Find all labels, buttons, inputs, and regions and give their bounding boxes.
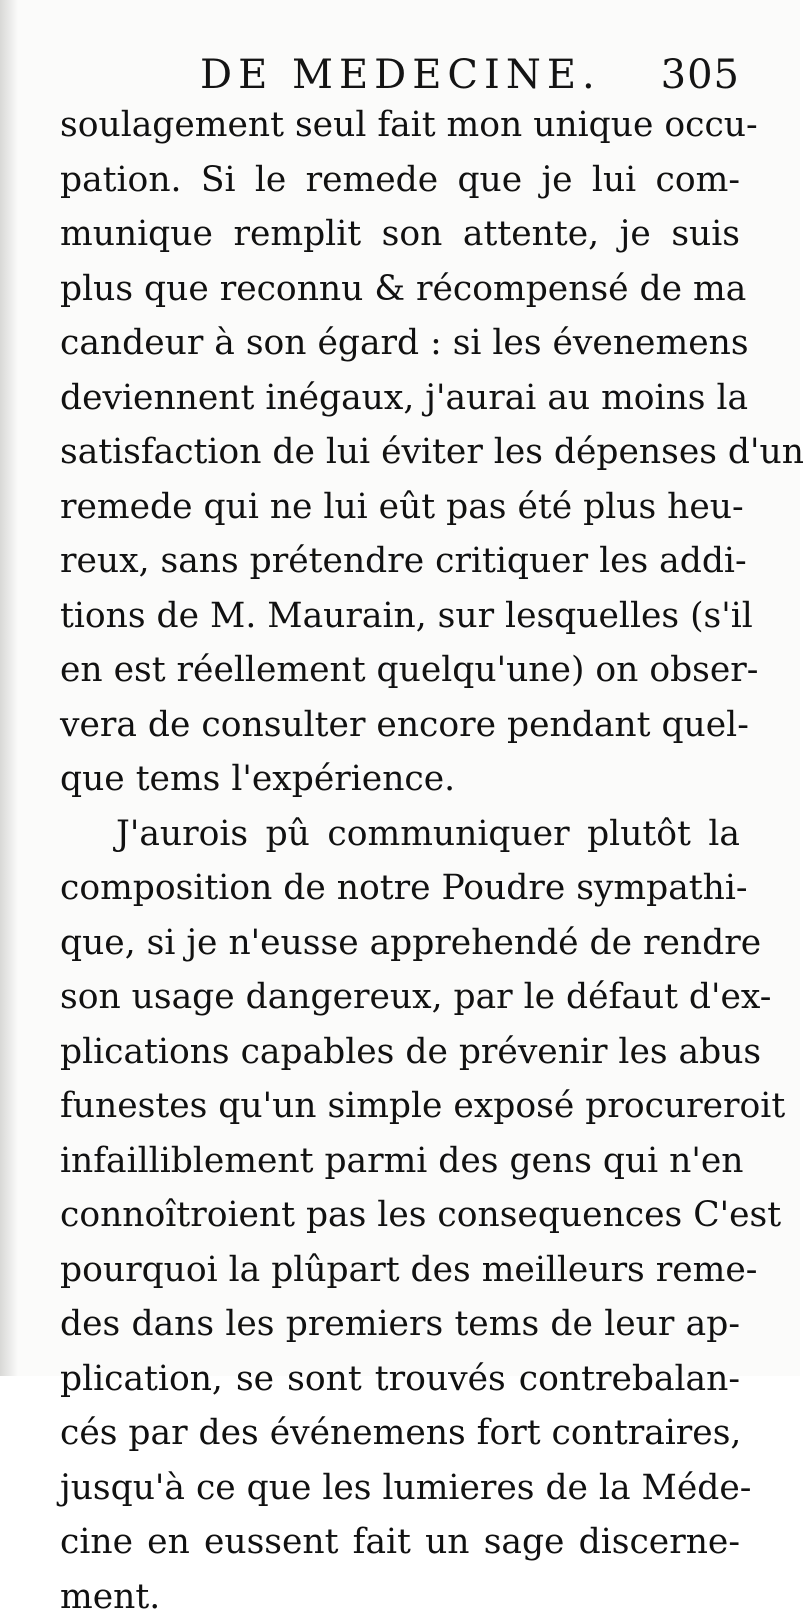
text-line: tions de M. Maurain, sur lesquelles (s'il <box>60 589 740 644</box>
paragraph-start-line: J'aurois pû communiquer plutôt la <box>60 807 740 862</box>
running-head: DE MEDECINE. <box>200 52 601 98</box>
body-text <box>60 98 740 1624</box>
text-line: cés par des événemens fort contraires, <box>60 1406 740 1461</box>
text-line: plus que reconnu & récompensé de ma <box>60 262 740 317</box>
text-line: deviennent inégaux, j'aurai au moins la <box>60 371 740 426</box>
text-line: candeur à son égard : si les évenemens <box>60 316 740 371</box>
text-line: en est réellement quelqu'une) on obser- <box>60 643 740 698</box>
text-line: reux, sans prétendre critiquer les addi- <box>60 534 740 589</box>
text-line: des dans les premiers tems de leur ap- <box>60 1297 740 1352</box>
text-line: son usage dangereux, par le défaut d'ex- <box>60 970 740 1025</box>
text-line: que, si je n'eusse apprehendé de rendre <box>60 916 740 971</box>
text-line: plication, se sont trouvés contrebalan- <box>60 1352 740 1407</box>
text-line: cine en eussent fait un sage discerne- <box>60 1515 740 1570</box>
text-line: connoîtroient pas les consequences C'est <box>60 1188 740 1243</box>
paragraph-end-line: que tems l'expérience. <box>60 752 740 807</box>
text-line: remede qui ne lui eût pas été plus heu- <box>60 480 740 535</box>
paragraph-end-line: ment. <box>60 1570 740 1624</box>
text-line: infailliblement parmi des gens qui n'en <box>60 1134 740 1189</box>
text-line: vera de consulter encore pendant quel- <box>60 698 740 753</box>
text-line: composition de notre Poudre sympathi- <box>60 861 740 916</box>
text-line: pation. Si le remede que je lui com- <box>60 153 740 208</box>
text-line: funestes qu'un simple exposé procureroit <box>60 1079 740 1134</box>
text-line: soulagement seul fait mon unique occu- <box>60 98 740 153</box>
text-line: munique remplit son attente, je suis <box>60 207 740 262</box>
page-header <box>60 44 740 104</box>
text-line: jusqu'à ce que les lumieres de la Méde- <box>60 1461 740 1516</box>
text-line: satisfaction de lui éviter les dépenses d'un <box>60 425 740 480</box>
text-line: plications capables de prévenir les abus <box>60 1025 740 1080</box>
text-line: pourquoi la plûpart des meilleurs reme- <box>60 1243 740 1298</box>
page-number: 305 <box>661 52 740 98</box>
